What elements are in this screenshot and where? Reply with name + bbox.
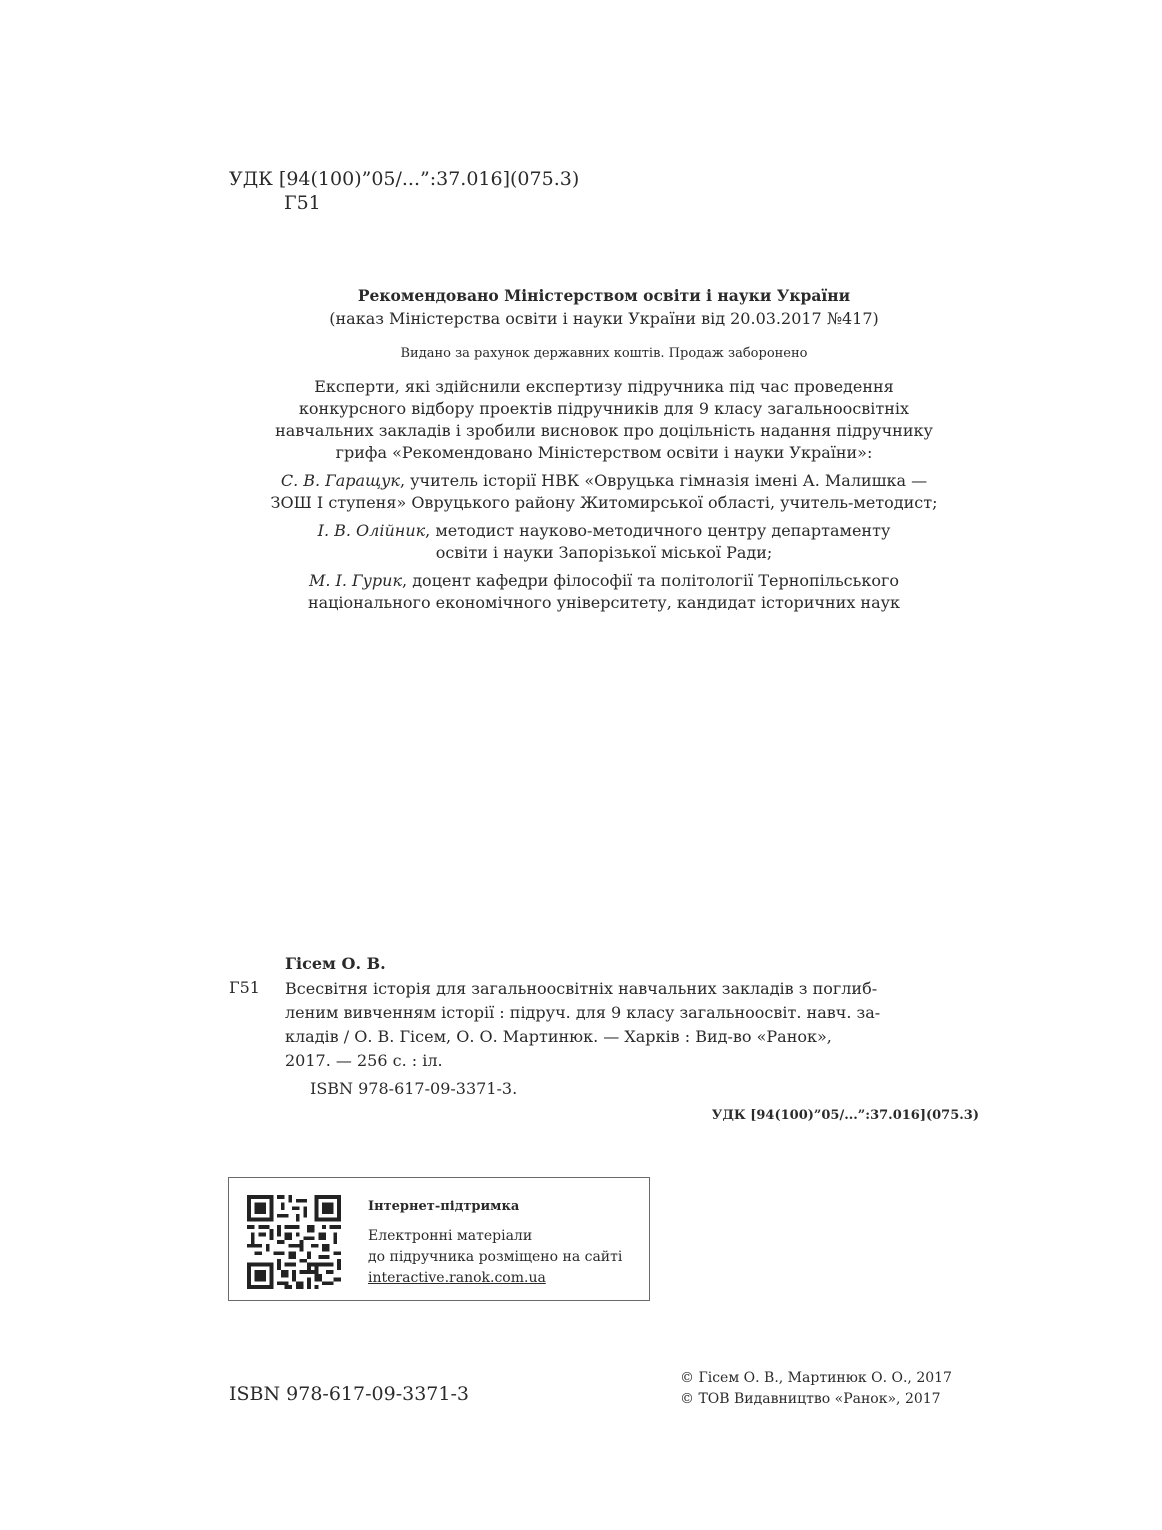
experts-intro [229,376,979,464]
expert-name: І. В. Олійник [317,521,426,540]
catalog-line: 2017. — 256 с. : іл. [285,1051,443,1070]
catalog-code-header: Г51 [284,192,321,214]
copyright-line: © ТОВ Видавництво «Ранок», 2017 [680,1391,941,1407]
expert-description: , учитель історії НВК «Овруцька гімназія імені А. Малишка — [399,471,928,490]
catalog-code: Г51 [229,978,260,997]
catalog-description [285,977,979,1073]
support-text [368,1226,622,1289]
catalog-line: Всесвітня історія для загальноосвітніх навчальних закладів з поглиб- [285,979,878,998]
catalog-author: Гісем О. В. [285,954,386,973]
expert-description: , доцент кафедри філософії та політології Тернопільського [402,571,899,590]
catalog-line: леним вивченням історії : підруч. для 9 класу загальноосвіт. навч. за- [285,1003,881,1022]
catalog-line: кладів / О. В. Гісем, О. О. Мартинюк. — Харків : Вид-во «Ранок», [285,1027,832,1046]
catalog-isbn: ISBN 978-617-09-3371-3. [310,1079,518,1098]
copyright-line: © Гісем О. В., Мартинюк О. О., 2017 [680,1370,952,1386]
experts-intro-line: конкурсного відбору проектів підручників для 9 класу загальноосвітніх [298,399,910,418]
expert-description-cont: національного економічного університету, кандидат історичних наук [307,593,901,612]
catalog-udk: УДК [94(100)”05/...”:37.016](075.3) [711,1108,979,1123]
internet-support-box [228,1177,650,1301]
expert-description-cont: ЗОШ І ступеня» Овруцького району Житомирської області, учитель-методист; [270,493,938,512]
support-line: до підручника розміщено на сайті [368,1249,623,1265]
isbn-footer: ISBN 978-617-09-3371-3 [229,1383,469,1405]
recommendation-order: (наказ Міністерства освіти і науки України від 20.03.2017 №417) [329,309,879,328]
expert-name: М. І. Гурик [309,571,403,590]
copyright-block [680,1368,952,1410]
udk-header: УДК [94(100)”05/...”:37.016](075.3) [229,168,580,190]
support-line: Електронні матеріали [368,1228,533,1244]
expert-description-cont: освіти і науки Запорізької міської Ради; [435,543,773,562]
published-note: Видано за рахунок державних коштів. Продаж заборонено [400,346,808,361]
expert-entry [229,570,979,614]
experts-intro-line: Експерти, які здійснили експертизу підручника під час проведення [314,377,894,396]
support-title: Інтернет-підтримка [368,1199,520,1214]
expert-entry [229,520,979,564]
support-link[interactable]: interactive.ranok.com.ua [368,1270,546,1286]
expert-name: С. В. Гаращук [280,471,400,490]
expert-entry [229,470,979,514]
qr-code-icon[interactable] [247,1195,341,1289]
expert-description: , методист науково-методичного центру департаменту [425,521,891,540]
recommendation-title: Рекомендовано Міністерством освіти і науки України [357,286,851,305]
experts-intro-line: грифа «Рекомендовано Міністерством освіти і науки України»: [335,443,873,462]
experts-intro-line: навчальних закладів і зробили висновок про доцільність надання підручнику [275,421,933,440]
